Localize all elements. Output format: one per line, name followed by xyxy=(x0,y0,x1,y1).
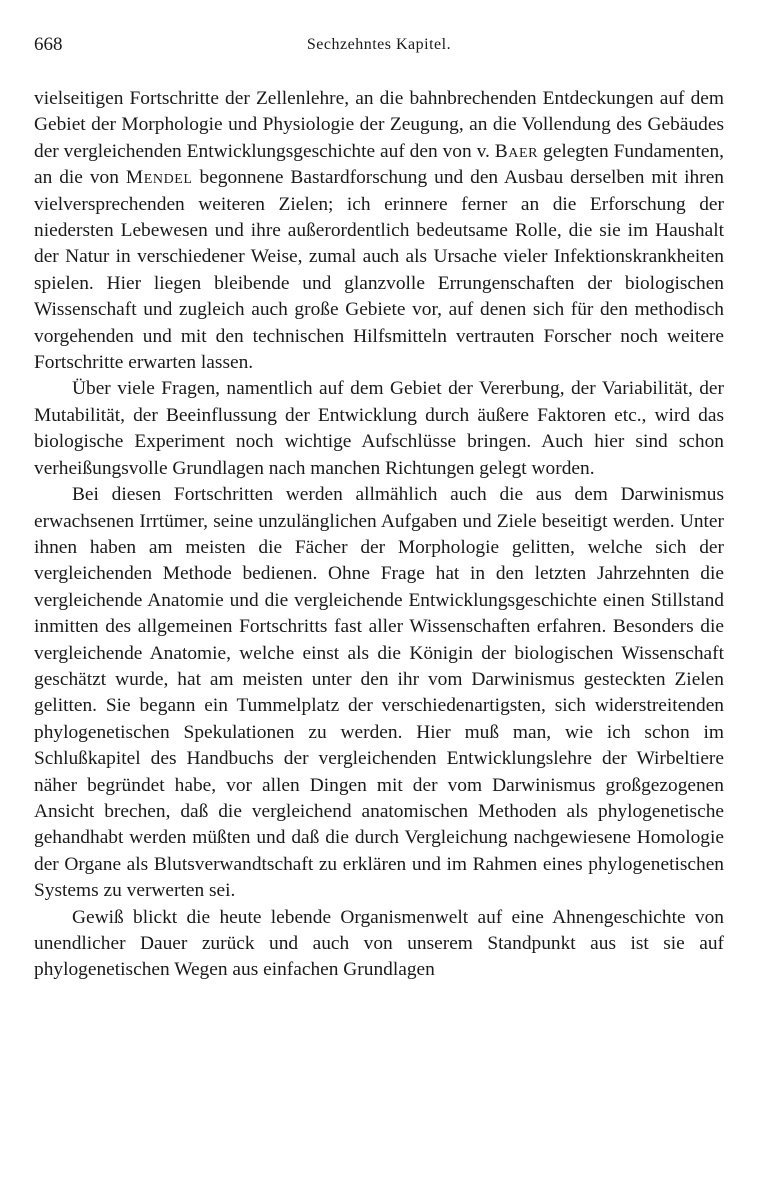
author-name-baer: Baer xyxy=(494,140,539,162)
page-header xyxy=(34,30,724,66)
paragraph-1-text-a: vielseitigen Fortschritte der Zellenlehre, an die bahnbrechenden Entdeckungen auf dem Gebiet der Morphologie und Physiologie der Zeugung, an die Vollendung des Gebäudes der vergleichenden Entwicklungsgeschichte auf den von v. xyxy=(34,88,724,162)
paragraph-1-text-b: gelegten Fundamenten, an die von xyxy=(34,140,724,189)
book-page xyxy=(34,30,724,984)
paragraph-1 xyxy=(34,86,724,376)
paragraph-4: Gewiß blickt die heute lebende Organismenwelt auf eine Ahnengeschichte von unendlicher Dauer zurück und auch von unserem Standpunkt aus ist sie auf phylogenetischen Wegen aus einfachen Grundlagen xyxy=(34,906,724,981)
body-text xyxy=(34,86,724,984)
author-name-mendel: Mendel xyxy=(125,167,193,189)
running-title: Sechzehntes Kapitel. xyxy=(306,36,452,53)
paragraph-3: Bei diesen Fortschritten werden allmählich auch die aus dem Darwinismus erwachsenen Irrtümer, seine unzulänglichen Aufgaben und Ziele beseitigt werden. Unter ihnen haben am meisten die Fächer der Morphologie gelitten, welche sich der vergleichenden Methode bedienen. Ohne Frage hat in den letzten Jahrzehnten die vergleichende Anatomie und die vergleichende Entwicklungsgeschichte einen Stillstand inmitten des allgemeinen Fortschritts fast aller Wissenschaften erfahren. Besonders die vergleichende Anatomie, welche einst als die Königin der biologischen Wissenschaft geschätzt wurde, hat am meisten unter den ihr vom Darwinismus gesteckten Zielen gelitten. Sie begann ein Tummelplatz der verschiedenartigsten, sich widerstreitenden phylogenetischen Spekulationen zu werden. Hier muß man, wie ich schon im Schlußkapitel des Handbuchs der vergleichenden Entwicklungslehre der Wirbeltiere näher begründet habe, vor allen Dingen mit der vom Darwinismus großgezogenen Ansicht brechen, daß die vergleichend anatomischen Methoden als phylogenetische gehandhabt werden müßten und daß die durch Vergleichung nachgewiesene Homologie der Organe als Blutsverwandtschaft zu erklären und im Rahmen eines phylogenetischen Systems zu verwerten sei. xyxy=(34,484,724,902)
page-number: 668 xyxy=(34,34,63,55)
paragraph-1-text-c: begonnene Bastardforschung und den Ausbau derselben mit ihren vielversprechenden weiteren Zielen; ich erinnere ferner an die Erforschung der niedersten Lebewesen und ihre außerordentlich bedeutsame Rolle, die sie im Haushalt der Natur in verschiedener Weise, zumal auch als Ursache vieler Infektionskrankheiten spielen. Hier liegen bleibende und glanzvolle Errungenschaften der biologischen Wissenschaft und zugleich auch große Gebiete vor, auf denen sich für den methodisch vorgehenden und mit den technischen Hilfsmitteln vertrauten Forscher noch weitere Fortschritte erwarten lassen. xyxy=(34,167,724,374)
paragraph-2: Über viele Fragen, namentlich auf dem Gebiet der Vererbung, der Variabilität, der Mutabilität, der Beeinflussung der Entwicklung durch äußere Faktoren etc., wird das biologische Experiment noch wichtige Aufschlüsse bringen. Auch hier sind schon verheißungsvolle Grundlagen nach manchen Richtungen gelegt worden. xyxy=(34,378,724,479)
